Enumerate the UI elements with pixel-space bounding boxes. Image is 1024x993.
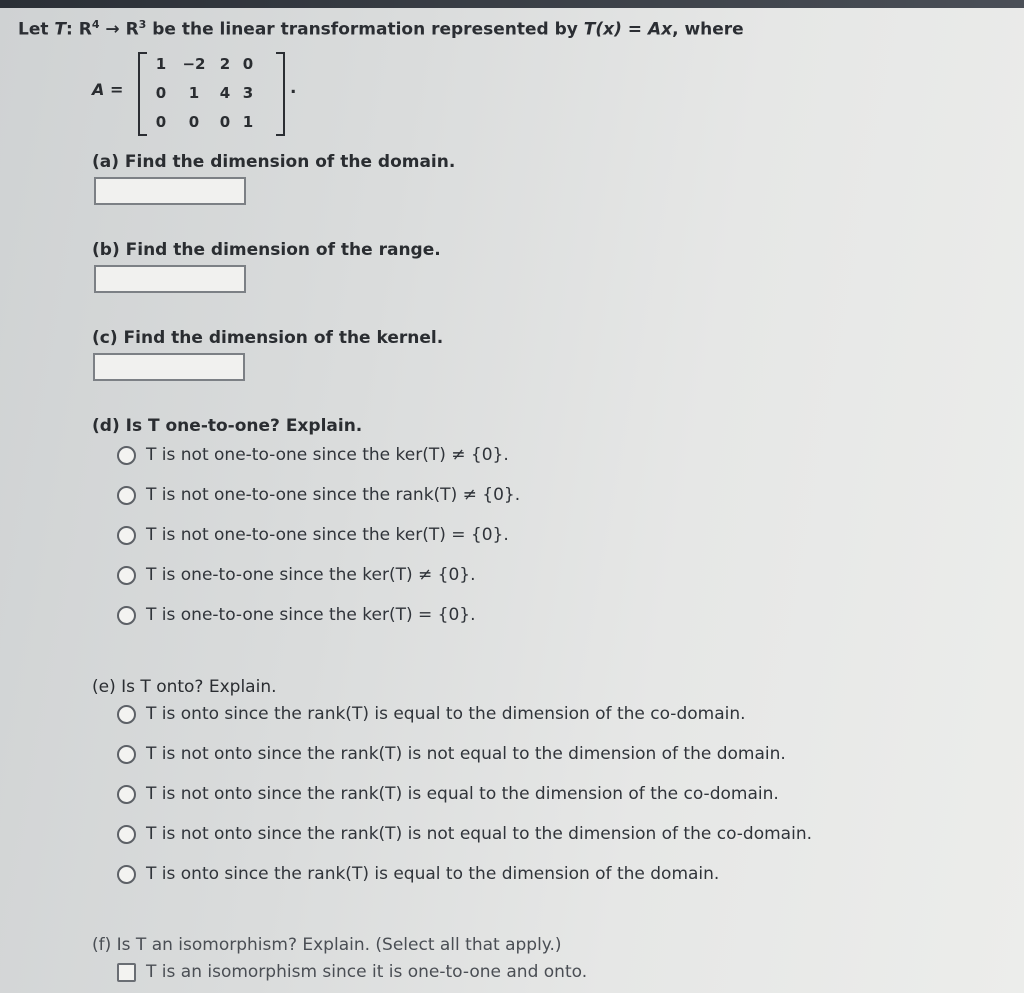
option-label: T is one-to-one since the ker(T) = {0}.	[146, 605, 476, 625]
matrix-period: .	[290, 78, 297, 98]
matrix-grid	[148, 55, 260, 142]
option-label: T is onto since the rank(T) is equal to the dimension of the co-domain.	[146, 704, 746, 724]
one-to-one-option-2[interactable]	[117, 485, 520, 505]
intro-codomain: → R	[99, 19, 139, 40]
matrix-cell: 3	[242, 84, 254, 102]
matrix-label: A =	[92, 80, 124, 99]
option-label: T is not onto since the rank(T) is equal to the dimension of the co-domain.	[146, 784, 779, 804]
matrix-cell: 1	[188, 84, 200, 102]
matrix-cell: 4	[219, 84, 231, 102]
onto-option-5[interactable]	[117, 864, 719, 884]
option-label: T is not one-to-one since the ker(T) ≠ {0}.	[146, 445, 509, 465]
matrix-left-bracket	[138, 52, 147, 136]
matrix-cell: 0	[219, 113, 231, 131]
checkbox[interactable]	[117, 963, 136, 982]
intro-T: T	[54, 19, 67, 40]
question-b-title: (b) Find the dimension of the range.	[92, 240, 441, 260]
question-d-title: (d) Is T one-to-one? Explain.	[92, 416, 363, 436]
radio-button[interactable]	[117, 566, 136, 585]
matrix-cell: −2	[182, 55, 206, 73]
intro-exp-codomain: 3	[138, 18, 147, 31]
problem-statement	[18, 18, 744, 40]
option-label: T is onto since the rank(T) is equal to the dimension of the domain.	[146, 864, 720, 884]
matrix-cell: 1	[155, 55, 167, 73]
top-bar	[0, 0, 1024, 8]
option-label: T is not onto since the rank(T) is not equal to the dimension of the co-domain.	[146, 824, 813, 844]
intro-exp-domain: 4	[91, 18, 100, 31]
one-to-one-option-1[interactable]	[117, 445, 509, 465]
option-label: T is an isomorphism since it is one-to-one and onto.	[146, 962, 588, 982]
question-c-title: (c) Find the dimension of the kernel.	[92, 328, 444, 348]
radio-button[interactable]	[117, 785, 136, 804]
matrix-right-bracket	[276, 52, 285, 136]
one-to-one-option-3[interactable]	[117, 525, 509, 545]
question-e-title: (e) Is T onto? Explain.	[92, 677, 277, 697]
intro-prefix: Let	[18, 19, 49, 40]
option-label: T is one-to-one since the ker(T) ≠ {0}.	[146, 565, 476, 585]
matrix-cell: 0	[155, 113, 167, 131]
one-to-one-option-4[interactable]	[117, 565, 476, 585]
intro-domain: : R	[66, 19, 92, 40]
matrix-cell: 0	[155, 84, 167, 102]
radio-button[interactable]	[117, 606, 136, 625]
question-a-title: (a) Find the dimension of the domain.	[92, 152, 456, 172]
domain-dimension-input[interactable]	[94, 177, 246, 205]
intro-rest: be the linear transformation represented by	[146, 19, 584, 40]
radio-button[interactable]	[117, 825, 136, 844]
matrix-A	[138, 50, 288, 136]
isomorphism-option-1[interactable]	[117, 962, 587, 982]
question-f-title: (f) Is T an isomorphism? Explain. (Select all that apply.)	[92, 935, 562, 955]
option-label: T is not onto since the rank(T) is not equal to the dimension of the domain.	[146, 744, 786, 764]
radio-button[interactable]	[117, 865, 136, 884]
radio-button[interactable]	[117, 705, 136, 724]
range-dimension-input[interactable]	[94, 265, 246, 293]
option-label: T is not one-to-one since the rank(T) ≠ {0}.	[146, 485, 521, 505]
radio-button[interactable]	[117, 486, 136, 505]
option-label: T is not one-to-one since the ker(T) = {0}.	[146, 525, 509, 545]
matrix-cell: 0	[242, 55, 254, 73]
matrix-cell: 0	[188, 113, 200, 131]
onto-option-4[interactable]	[117, 824, 812, 844]
onto-option-1[interactable]	[117, 704, 746, 724]
radio-button[interactable]	[117, 526, 136, 545]
radio-button[interactable]	[117, 446, 136, 465]
intro-formula: T(x) = Ax	[583, 19, 673, 40]
kernel-dimension-input[interactable]	[93, 353, 245, 381]
onto-option-3[interactable]	[117, 784, 779, 804]
intro-tail: , where	[672, 19, 744, 40]
matrix-cell: 2	[219, 55, 231, 73]
radio-button[interactable]	[117, 745, 136, 764]
onto-option-2[interactable]	[117, 744, 786, 764]
matrix-cell: 1	[242, 113, 254, 131]
one-to-one-option-5[interactable]	[117, 605, 476, 625]
